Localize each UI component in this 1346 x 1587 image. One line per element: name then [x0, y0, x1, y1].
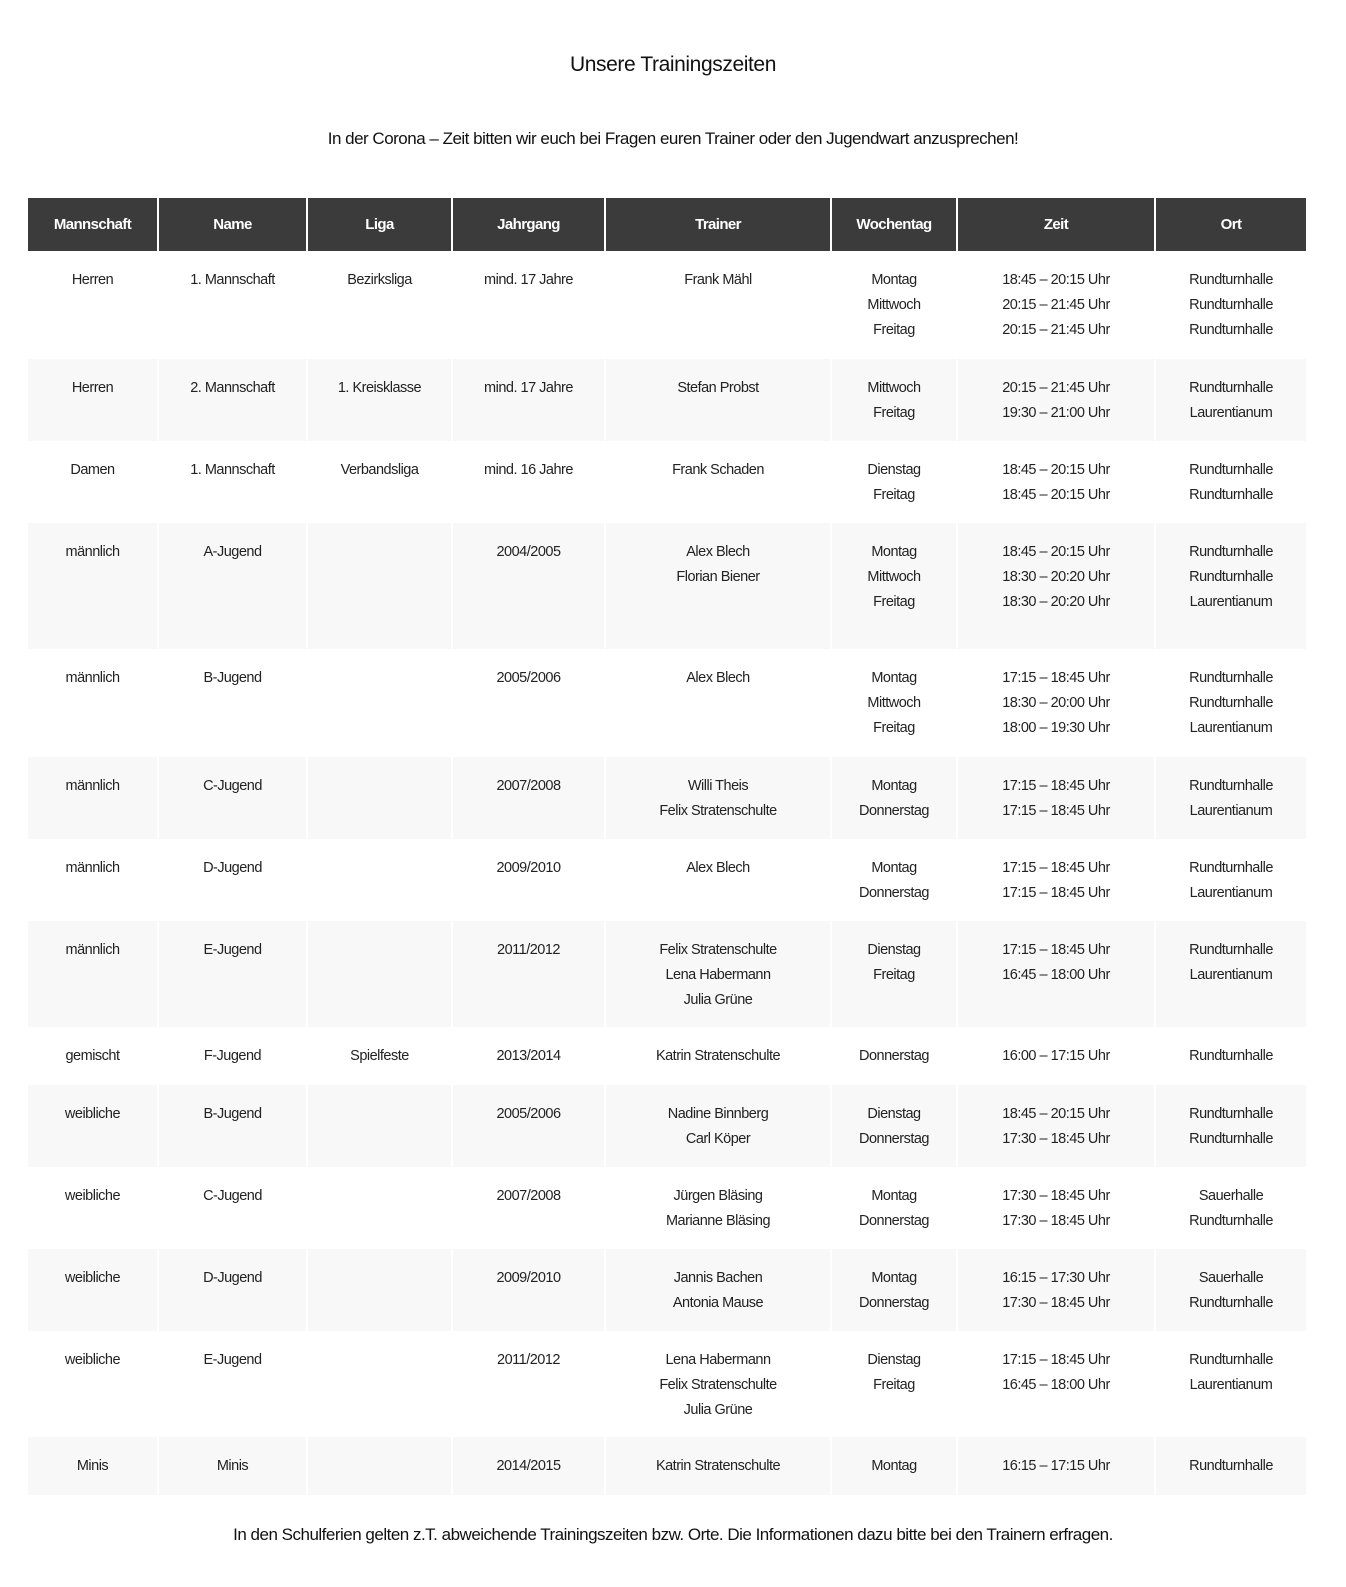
cell-jahrgang: mind. 16 Jahre: [452, 441, 605, 523]
cell-wochentag: [831, 1085, 957, 1167]
cell-liga: [307, 1167, 452, 1249]
cell-liga: [307, 1249, 452, 1331]
header-mannschaft: Mannschaft: [28, 198, 158, 251]
ort-line: Rundturnhalle: [1189, 860, 1273, 876]
ort-line: Rundturnhalle: [1189, 695, 1273, 711]
ort-line: Rundturnhalle: [1189, 1295, 1273, 1311]
cell-wochentag: [831, 649, 957, 757]
cell-trainer: [605, 523, 831, 649]
cell-mannschaft: weibliche: [28, 1249, 158, 1331]
cell-liga: [307, 1331, 452, 1437]
ort-line: Rundturnhalle: [1189, 670, 1273, 686]
wochentag-line: Freitag: [873, 967, 915, 983]
cell-mannschaft: Minis: [28, 1437, 158, 1495]
cell-wochentag: [831, 1167, 957, 1249]
trainer-line: Alex Blech: [686, 544, 750, 560]
trainer-line: Katrin Stratenschulte: [655, 1458, 781, 1474]
ort-line: Laurentianum: [1189, 405, 1273, 421]
trainer-line: Julia Grüne: [683, 992, 753, 1008]
trainer-line: Alex Blech: [686, 860, 750, 876]
cell-liga: [307, 523, 452, 649]
wochentag-line: Montag: [871, 1458, 917, 1474]
trainer-line: Antonia Mause: [672, 1295, 764, 1311]
cell-zeit: [957, 523, 1155, 649]
ort-line: Rundturnhalle: [1189, 487, 1273, 503]
cell-jahrgang: 2007/2008: [452, 1167, 605, 1249]
zeit-line: 18:30 – 20:00 Uhr: [1002, 695, 1110, 711]
ort-line: Sauerhalle: [1198, 1270, 1264, 1286]
cell-name: B-Jugend: [158, 1085, 307, 1167]
zeit-line: 16:15 – 17:15 Uhr: [1002, 1458, 1110, 1474]
table-row: [28, 649, 1306, 757]
header-zeit: Zeit: [957, 198, 1155, 251]
cell-name: 1. Mannschaft: [158, 251, 307, 359]
wochentag-line: Freitag: [873, 487, 915, 503]
cell-zeit: [957, 649, 1155, 757]
cell-liga: Verbandsliga: [307, 441, 452, 523]
ort-line: Rundturnhalle: [1189, 1106, 1273, 1122]
zeit-line: 18:45 – 20:15 Uhr: [1002, 544, 1110, 560]
table-row: [28, 757, 1306, 839]
cell-zeit: [957, 757, 1155, 839]
header-ort: Ort: [1155, 198, 1306, 251]
wochentag-line: Donnerstag: [859, 1048, 929, 1064]
cell-wochentag: [831, 523, 957, 649]
page-title: Unsere Trainingszeiten: [570, 53, 776, 76]
table-row: [28, 1027, 1306, 1085]
cell-jahrgang: 2009/2010: [452, 839, 605, 921]
trainer-line: Marianne Bläsing: [665, 1213, 771, 1229]
zeit-line: 17:30 – 18:45 Uhr: [1002, 1213, 1110, 1229]
trainer-line: Jürgen Bläsing: [673, 1188, 763, 1204]
ort-line: Rundturnhalle: [1189, 778, 1273, 794]
ort-line: Rundturnhalle: [1189, 544, 1273, 560]
zeit-line: 17:15 – 18:45 Uhr: [1002, 1352, 1110, 1368]
cell-ort: [1155, 523, 1306, 649]
zeit-line: 18:30 – 20:20 Uhr: [1002, 594, 1110, 610]
cell-ort: [1155, 1437, 1306, 1495]
cell-zeit: [957, 1027, 1155, 1085]
cell-liga: [307, 1085, 452, 1167]
cell-name: E-Jugend: [158, 921, 307, 1027]
cell-trainer: [605, 1167, 831, 1249]
trainer-line: Katrin Stratenschulte: [655, 1048, 781, 1064]
wochentag-line: Dienstag: [867, 1352, 921, 1368]
header-wochentag: Wochentag: [831, 198, 957, 251]
cell-mannschaft: weibliche: [28, 1331, 158, 1437]
zeit-line: 17:30 – 18:45 Uhr: [1002, 1295, 1110, 1311]
cell-jahrgang: 2013/2014: [452, 1027, 605, 1085]
cell-zeit: [957, 1167, 1155, 1249]
ort-line: Rundturnhalle: [1189, 1458, 1273, 1474]
cell-wochentag: [831, 921, 957, 1027]
cell-mannschaft: männlich: [28, 649, 158, 757]
cell-name: 1. Mannschaft: [158, 441, 307, 523]
cell-trainer: [605, 649, 831, 757]
ort-line: Rundturnhalle: [1189, 1131, 1273, 1147]
corona-notice: In der Corona – Zeit bitten wir euch bei Fragen euren Trainer oder den Jugendwart anzusprechen!: [327, 129, 1019, 148]
cell-name: D-Jugend: [158, 1249, 307, 1331]
cell-zeit: [957, 441, 1155, 523]
ort-line: Laurentianum: [1189, 967, 1273, 983]
zeit-line: 17:15 – 18:45 Uhr: [1002, 803, 1110, 819]
table-row: [28, 839, 1306, 921]
zeit-line: 18:45 – 20:15 Uhr: [1002, 272, 1110, 288]
cell-ort: [1155, 1167, 1306, 1249]
trainer-line: Felix Stratenschulte: [659, 803, 777, 819]
wochentag-line: Freitag: [873, 1377, 915, 1393]
cell-jahrgang: mind. 17 Jahre: [452, 251, 605, 359]
cell-wochentag: [831, 757, 957, 839]
ort-line: Rundturnhalle: [1189, 380, 1273, 396]
cell-liga: [307, 649, 452, 757]
trainer-line: Julia Grüne: [683, 1402, 753, 1418]
cell-wochentag: [831, 251, 957, 359]
trainer-line: Jannis Bachen: [673, 1270, 763, 1286]
wochentag-line: Montag: [871, 778, 917, 794]
wochentag-line: Montag: [871, 1188, 917, 1204]
cell-wochentag: [831, 359, 957, 441]
cell-zeit: [957, 1085, 1155, 1167]
cell-liga: 1. Kreisklasse: [307, 359, 452, 441]
table-row: [28, 523, 1306, 649]
holiday-footnote: In den Schulferien gelten z.T. abweichende Trainingszeiten bzw. Orte. Die Informationen dazu bitte bei den Trainern erfragen.: [233, 1525, 1113, 1544]
ort-line: Rundturnhalle: [1189, 1352, 1273, 1368]
trainer-line: Florian Biener: [676, 569, 760, 585]
wochentag-line: Freitag: [873, 322, 915, 338]
cell-wochentag: [831, 1437, 957, 1495]
cell-name: C-Jugend: [158, 1167, 307, 1249]
cell-ort: [1155, 1085, 1306, 1167]
cell-liga: [307, 757, 452, 839]
wochentag-line: Mittwoch: [867, 380, 921, 396]
ort-line: Rundturnhalle: [1189, 569, 1273, 585]
zeit-line: 16:00 – 17:15 Uhr: [1002, 1048, 1110, 1064]
wochentag-line: Montag: [871, 860, 917, 876]
cell-zeit: [957, 1249, 1155, 1331]
cell-mannschaft: männlich: [28, 921, 158, 1027]
zeit-line: 17:15 – 18:45 Uhr: [1002, 670, 1110, 686]
cell-jahrgang: 2005/2006: [452, 649, 605, 757]
header-trainer: Trainer: [605, 198, 831, 251]
table-row: [28, 1085, 1306, 1167]
cell-trainer: [605, 1249, 831, 1331]
cell-trainer: [605, 1085, 831, 1167]
wochentag-line: Donnerstag: [859, 1213, 929, 1229]
trainer-line: Willi Theis: [687, 778, 749, 794]
cell-liga: [307, 1437, 452, 1495]
cell-jahrgang: 2011/2012: [452, 921, 605, 1027]
cell-zeit: [957, 359, 1155, 441]
ort-line: Laurentianum: [1189, 720, 1273, 736]
wochentag-line: Freitag: [873, 594, 915, 610]
table-row: [28, 1249, 1306, 1331]
ort-line: Laurentianum: [1189, 594, 1273, 610]
cell-mannschaft: weibliche: [28, 1167, 158, 1249]
trainer-line: Lena Habermann: [665, 1352, 771, 1368]
zeit-line: 17:15 – 18:45 Uhr: [1002, 860, 1110, 876]
cell-trainer: [605, 1027, 831, 1085]
cell-name: D-Jugend: [158, 839, 307, 921]
zeit-line: 20:15 – 21:45 Uhr: [1002, 380, 1110, 396]
zeit-line: 17:15 – 18:45 Uhr: [1002, 885, 1110, 901]
cell-mannschaft: weibliche: [28, 1085, 158, 1167]
cell-mannschaft: männlich: [28, 757, 158, 839]
cell-jahrgang: 2005/2006: [452, 1085, 605, 1167]
zeit-line: 18:45 – 20:15 Uhr: [1002, 487, 1110, 503]
cell-liga: Spielfeste: [307, 1027, 452, 1085]
wochentag-line: Dienstag: [867, 1106, 921, 1122]
cell-name: A-Jugend: [158, 523, 307, 649]
wochentag-line: Freitag: [873, 720, 915, 736]
training-schedule-table: [28, 198, 1306, 1495]
cell-zeit: [957, 839, 1155, 921]
wochentag-line: Montag: [871, 272, 917, 288]
cell-name: Minis: [158, 1437, 307, 1495]
trainer-line: Nadine Binnberg: [667, 1106, 769, 1122]
cell-jahrgang: 2011/2012: [452, 1331, 605, 1437]
ort-line: Rundturnhalle: [1189, 462, 1273, 478]
cell-mannschaft: Herren: [28, 251, 158, 359]
cell-ort: [1155, 1249, 1306, 1331]
table-body: [28, 251, 1306, 1495]
cell-ort: [1155, 921, 1306, 1027]
wochentag-line: Dienstag: [867, 462, 921, 478]
wochentag-line: Donnerstag: [859, 803, 929, 819]
zeit-line: 16:15 – 17:30 Uhr: [1002, 1270, 1110, 1286]
cell-liga: [307, 839, 452, 921]
trainer-line: Frank Schaden: [672, 462, 764, 478]
cell-zeit: [957, 251, 1155, 359]
cell-trainer: [605, 757, 831, 839]
ort-line: Rundturnhalle: [1189, 322, 1273, 338]
cell-name: B-Jugend: [158, 649, 307, 757]
wochentag-line: Montag: [871, 670, 917, 686]
cell-zeit: [957, 1331, 1155, 1437]
cell-jahrgang: mind. 17 Jahre: [452, 359, 605, 441]
cell-mannschaft: Damen: [28, 441, 158, 523]
table-row: [28, 1437, 1306, 1495]
zeit-line: 17:15 – 18:45 Uhr: [1002, 778, 1110, 794]
cell-zeit: [957, 1437, 1155, 1495]
zeit-line: 20:15 – 21:45 Uhr: [1002, 297, 1110, 313]
ort-line: Rundturnhalle: [1189, 942, 1273, 958]
ort-line: Laurentianum: [1189, 803, 1273, 819]
wochentag-line: Donnerstag: [859, 885, 929, 901]
cell-name: C-Jugend: [158, 757, 307, 839]
cell-ort: [1155, 649, 1306, 757]
zeit-line: 16:45 – 18:00 Uhr: [1002, 967, 1110, 983]
trainer-line: Stefan Probst: [677, 380, 759, 396]
trainer-line: Felix Stratenschulte: [659, 1377, 777, 1393]
table-row: [28, 359, 1306, 441]
cell-ort: [1155, 359, 1306, 441]
table-row: [28, 1331, 1306, 1437]
cell-zeit: [957, 921, 1155, 1027]
zeit-line: 17:30 – 18:45 Uhr: [1002, 1188, 1110, 1204]
cell-ort: [1155, 757, 1306, 839]
cell-jahrgang: 2009/2010: [452, 1249, 605, 1331]
zeit-line: 18:30 – 20:20 Uhr: [1002, 569, 1110, 585]
trainer-line: Alex Blech: [686, 670, 750, 686]
wochentag-line: Montag: [871, 544, 917, 560]
cell-name: E-Jugend: [158, 1331, 307, 1437]
wochentag-line: Freitag: [873, 405, 915, 421]
wochentag-line: Donnerstag: [859, 1295, 929, 1311]
cell-ort: [1155, 839, 1306, 921]
cell-name: 2. Mannschaft: [158, 359, 307, 441]
cell-trainer: [605, 921, 831, 1027]
ort-line: Rundturnhalle: [1189, 272, 1273, 288]
header-liga: Liga: [307, 198, 452, 251]
trainer-line: Carl Köper: [685, 1131, 751, 1147]
wochentag-line: Donnerstag: [859, 1131, 929, 1147]
header-name: Name: [158, 198, 307, 251]
cell-wochentag: [831, 1331, 957, 1437]
ort-line: Laurentianum: [1189, 1377, 1273, 1393]
cell-wochentag: [831, 839, 957, 921]
header-jahrgang: Jahrgang: [452, 198, 605, 251]
cell-wochentag: [831, 1249, 957, 1331]
wochentag-line: Mittwoch: [867, 695, 921, 711]
ort-line: Laurentianum: [1189, 885, 1273, 901]
cell-mannschaft: gemischt: [28, 1027, 158, 1085]
cell-liga: Bezirksliga: [307, 251, 452, 359]
zeit-line: 20:15 – 21:45 Uhr: [1002, 322, 1110, 338]
table-row: [28, 441, 1306, 523]
ort-line: Rundturnhalle: [1189, 297, 1273, 313]
wochentag-line: Mittwoch: [867, 569, 921, 585]
cell-mannschaft: Herren: [28, 359, 158, 441]
cell-jahrgang: 2014/2015: [452, 1437, 605, 1495]
cell-mannschaft: männlich: [28, 839, 158, 921]
cell-ort: [1155, 1027, 1306, 1085]
cell-name: F-Jugend: [158, 1027, 307, 1085]
cell-wochentag: [831, 1027, 957, 1085]
cell-trainer: [605, 251, 831, 359]
cell-trainer: [605, 1331, 831, 1437]
cell-trainer: [605, 441, 831, 523]
zeit-line: 17:15 – 18:45 Uhr: [1002, 942, 1110, 958]
cell-jahrgang: 2007/2008: [452, 757, 605, 839]
zeit-line: 19:30 – 21:00 Uhr: [1002, 405, 1110, 421]
ort-line: Rundturnhalle: [1189, 1048, 1273, 1064]
cell-trainer: [605, 839, 831, 921]
table-header-row: [28, 198, 1306, 251]
cell-wochentag: [831, 441, 957, 523]
table-row: [28, 921, 1306, 1027]
cell-liga: [307, 921, 452, 1027]
trainer-line: Frank Mähl: [684, 272, 752, 288]
trainer-line: Felix Stratenschulte: [659, 942, 777, 958]
table-row: [28, 1167, 1306, 1249]
wochentag-line: Mittwoch: [867, 297, 921, 313]
zeit-line: 17:30 – 18:45 Uhr: [1002, 1131, 1110, 1147]
wochentag-line: Dienstag: [867, 942, 921, 958]
ort-line: Rundturnhalle: [1189, 1213, 1273, 1229]
cell-ort: [1155, 441, 1306, 523]
table-row: [28, 251, 1306, 359]
cell-trainer: [605, 1437, 831, 1495]
zeit-line: 18:45 – 20:15 Uhr: [1002, 1106, 1110, 1122]
zeit-line: 18:00 – 19:30 Uhr: [1002, 720, 1110, 736]
cell-mannschaft: männlich: [28, 523, 158, 649]
cell-ort: [1155, 1331, 1306, 1437]
wochentag-line: Montag: [871, 1270, 917, 1286]
trainer-line: Lena Habermann: [665, 967, 771, 983]
zeit-line: 16:45 – 18:00 Uhr: [1002, 1377, 1110, 1393]
cell-ort: [1155, 251, 1306, 359]
ort-line: Sauerhalle: [1198, 1188, 1264, 1204]
cell-trainer: [605, 359, 831, 441]
cell-jahrgang: 2004/2005: [452, 523, 605, 649]
zeit-line: 18:45 – 20:15 Uhr: [1002, 462, 1110, 478]
